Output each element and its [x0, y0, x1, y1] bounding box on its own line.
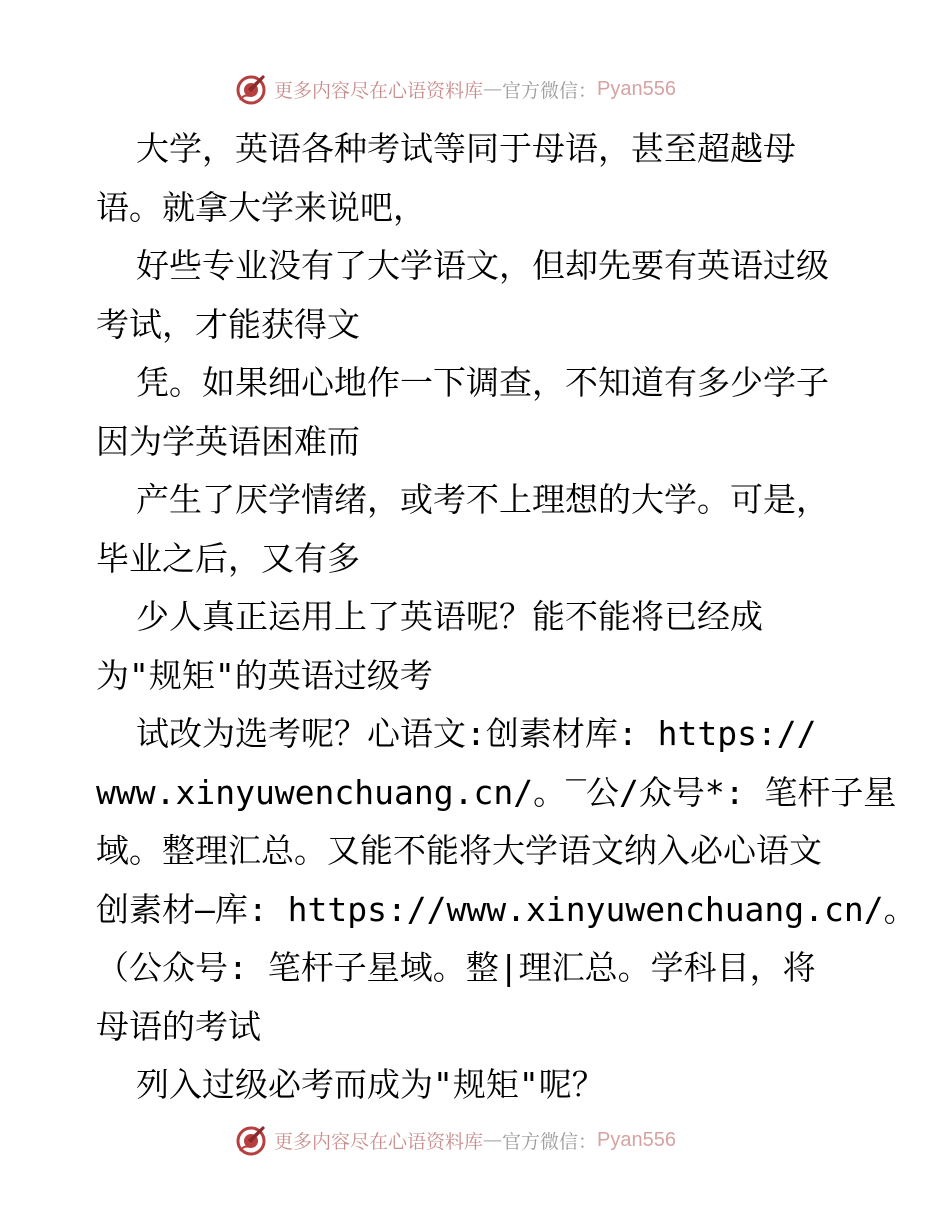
watermark-separator: —: [483, 78, 503, 100]
text-line: 大学，英语各种考试等同于母语，甚至超越母: [136, 129, 796, 168]
text-line: 少人真正运用上了英语呢？能不能将已经成: [136, 597, 763, 636]
watermark-wechat-label: 官方微信：: [502, 79, 598, 102]
text-line: 毕业之后，又有多: [96, 538, 360, 578]
article-body: [96, 120, 917, 1115]
text-line: 好些专业没有了大学语文，但却先要有英语过级: [136, 246, 829, 285]
text-line: 因为学英语困难而: [96, 421, 360, 461]
watermark-separator: —: [483, 1129, 503, 1151]
text-line: 考试，才能获得文: [96, 304, 360, 344]
text-line: （公众号: 笔杆子星域。整|理汇总。学科目，将: [96, 948, 816, 987]
text-line: 列入过级必考而成为"规矩"呢？: [136, 1065, 605, 1104]
header-watermark: [234, 71, 754, 107]
watermark-wechat-id: Pyan556: [597, 77, 676, 100]
text-line: 语。就拿大学来说吧，: [96, 187, 426, 227]
footer-watermark: [234, 1122, 754, 1158]
watermark-wechat-id: Pyan556: [597, 1128, 676, 1151]
text-line: 为"规矩"的英语过级考: [96, 655, 433, 695]
watermark-main-text: 更多内容尽在心语资料库: [274, 79, 484, 102]
text-line: 凭。如果细心地作一下调查，不知道有多少学子: [136, 363, 829, 402]
text-line: 创素材—库: https://www.xinyuwenchuang.cn/。: [96, 889, 917, 929]
text-line: 试改为选考呢？心语文:创素材库: https://: [136, 714, 817, 753]
watermark-wechat-label: 官方微信：: [502, 1130, 598, 1153]
brush-seal-logo-icon: [234, 72, 268, 106]
text-line: www.xinyuwenchuang.cn/。‾公/众号*: 笔杆子星: [96, 772, 897, 812]
text-line: 母语的考试: [96, 1006, 261, 1046]
text-line: 产生了厌学情绪，或考不上理想的大学。可是，: [136, 480, 829, 519]
brush-seal-logo-icon: [234, 1123, 268, 1157]
text-line: 域。整理汇总。又能不能将大学语文纳入必心语文: [96, 831, 822, 870]
watermark-main-text: 更多内容尽在心语资料库: [274, 1130, 484, 1153]
